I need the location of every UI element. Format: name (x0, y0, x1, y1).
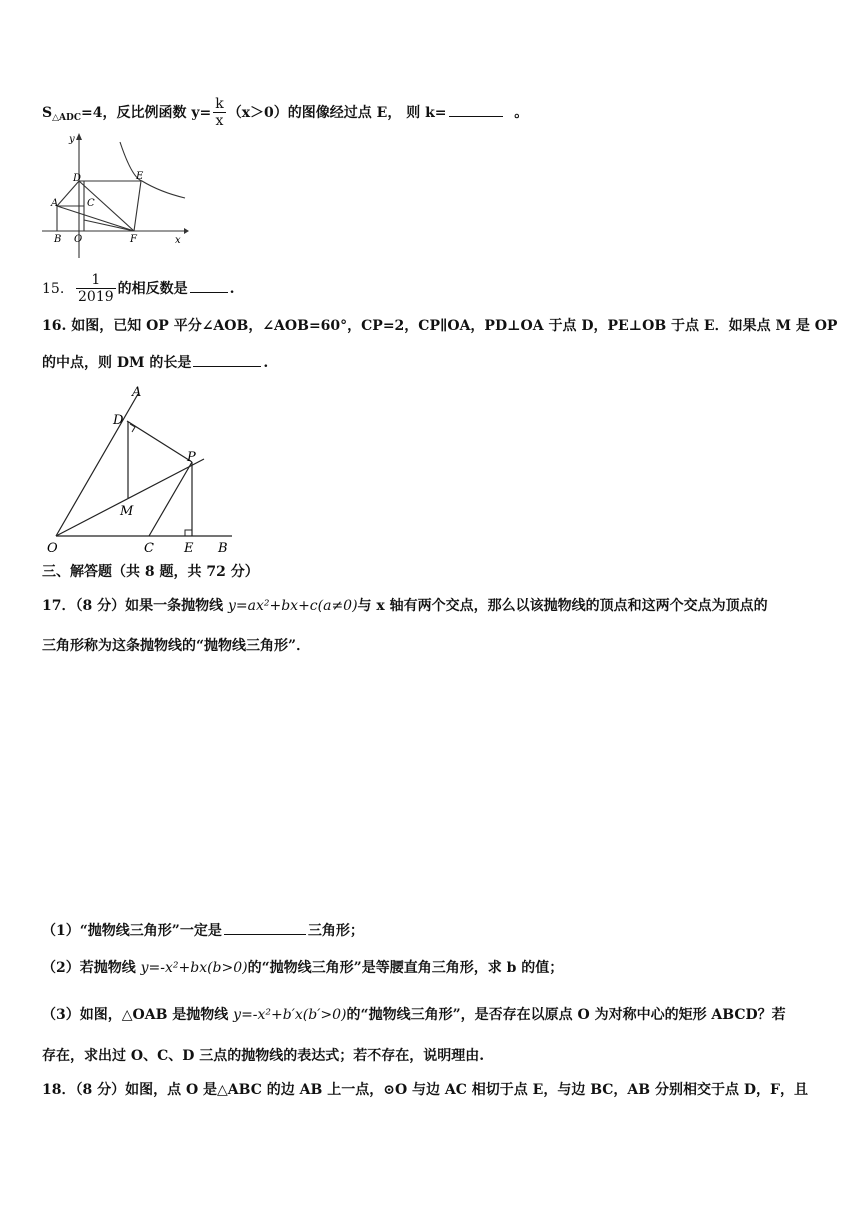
fig16-label-o: O (47, 541, 58, 556)
answer-blank (449, 102, 503, 117)
q17-part-3 (42, 1005, 786, 1025)
q17-p3-a: （3）如图，△OAB 是抛物线 (42, 1007, 234, 1023)
answer-blank (190, 278, 228, 293)
fig14-label-c: C (87, 198, 95, 209)
q17-mid: 与 x 轴有两个交点，那么以该抛物线的顶点和这两个交点为顶点的 (357, 598, 768, 614)
fig14-label-b: B (54, 234, 62, 245)
q15-fraction (76, 272, 116, 306)
q14-fraction (213, 96, 225, 130)
fig16-label-d: D (113, 413, 124, 428)
q15-text: 的相反数是 (117, 281, 188, 297)
fig16-label-m: M (120, 504, 134, 519)
answer-blank (224, 920, 306, 935)
figure-q16 (42, 382, 242, 561)
fig16-label-b: B (218, 541, 228, 556)
figure-q14-svg (42, 130, 192, 260)
q14-line (42, 96, 528, 130)
q15-text-end: . (229, 281, 235, 297)
q15-frac-denominator: 2019 (78, 289, 114, 305)
q15-line (42, 272, 235, 306)
fig14-label-y: y (69, 134, 75, 145)
q17-line-2: 三角形称为这条抛物线的“抛物线三角形”． (42, 638, 311, 654)
q18-line-1: 18．（8 分）如图，点 O 是△ABC 的边 AB 上一点，⊙O 与边 AC 相切于点 E，与边 BC，AB 分别相交于点 D，F，且 (42, 1082, 808, 1098)
q17-formula: y=ax²+bx+c(a≠0) (227, 598, 358, 614)
q17-p2-a: （2）若抛物线 (42, 960, 141, 976)
s-subscript: △ADC (52, 113, 81, 123)
fig14-label-f: F (130, 234, 137, 245)
frac-numerator: k (215, 96, 224, 112)
fig14-label-d: D (73, 173, 82, 184)
frac-denominator: x (213, 112, 225, 130)
answer-blank (193, 352, 261, 367)
figure-q16-svg (42, 382, 242, 557)
fig14-label-o: O (74, 234, 83, 245)
q17-p1-b: 三角形； (307, 923, 364, 939)
section-3-heading: 三、解答题（共 8 题，共 72 分） (42, 564, 259, 580)
q14-text-b: （x＞0）的图像经过点 E， 则 k= (227, 105, 447, 121)
fig16-label-p: P (187, 450, 196, 465)
s-label: S (42, 105, 53, 121)
q17-p3-formula: y=-x²+b′x(b′>0) (233, 1007, 347, 1023)
q17-p2-b: 的“抛物线三角形”是等腰直角三角形，求 b 的值； (247, 960, 564, 976)
q17-p2-formula: y=-x²+bx(b>0) (140, 960, 248, 976)
q17-line-1 (42, 596, 768, 616)
q15-frac-numerator: 1 (91, 272, 101, 288)
q17-part-2 (42, 958, 563, 978)
fig14-label-x: x (175, 235, 181, 246)
fig14-label-e: E (136, 171, 144, 182)
q17-part-1 (42, 920, 364, 941)
q16-text-end: . (263, 355, 269, 371)
q17-part-3-line-2: 存在，求出过 O、C、D 三点的抛物线的表达式；若不存在，说明理由. (42, 1048, 485, 1064)
q16-text-a: 的中点，则 DM 的长是 (42, 355, 192, 371)
fig16-label-e: E (184, 541, 194, 556)
fig14-label-a: A (51, 198, 59, 209)
q17-head: 17．（8 分）如果一条抛物线 (42, 598, 228, 614)
q15-number: 15. (42, 281, 65, 297)
q16-line-1: 16. 如图，已知 OP 平分∠AOB，∠AOB=60°，CP=2，CP∥OA，PD⊥OA 于点 D，PE⊥OB 于点 E．如果点 M 是 OP (42, 318, 838, 334)
q14-text-end: 。 (514, 105, 529, 121)
fig16-label-a: A (132, 385, 142, 400)
q16-line-2 (42, 352, 268, 373)
q14-text-a: =4，反比例函数 y= (81, 105, 212, 121)
fig16-label-c: C (144, 541, 154, 556)
figure-q14 (42, 130, 192, 264)
q17-p3-b: 的“抛物线三角形”，是否存在以原点 O 为对称中心的矩形 ABCD？若 (346, 1007, 786, 1023)
q17-p1-a: （1）“抛物线三角形”一定是 (42, 923, 222, 939)
